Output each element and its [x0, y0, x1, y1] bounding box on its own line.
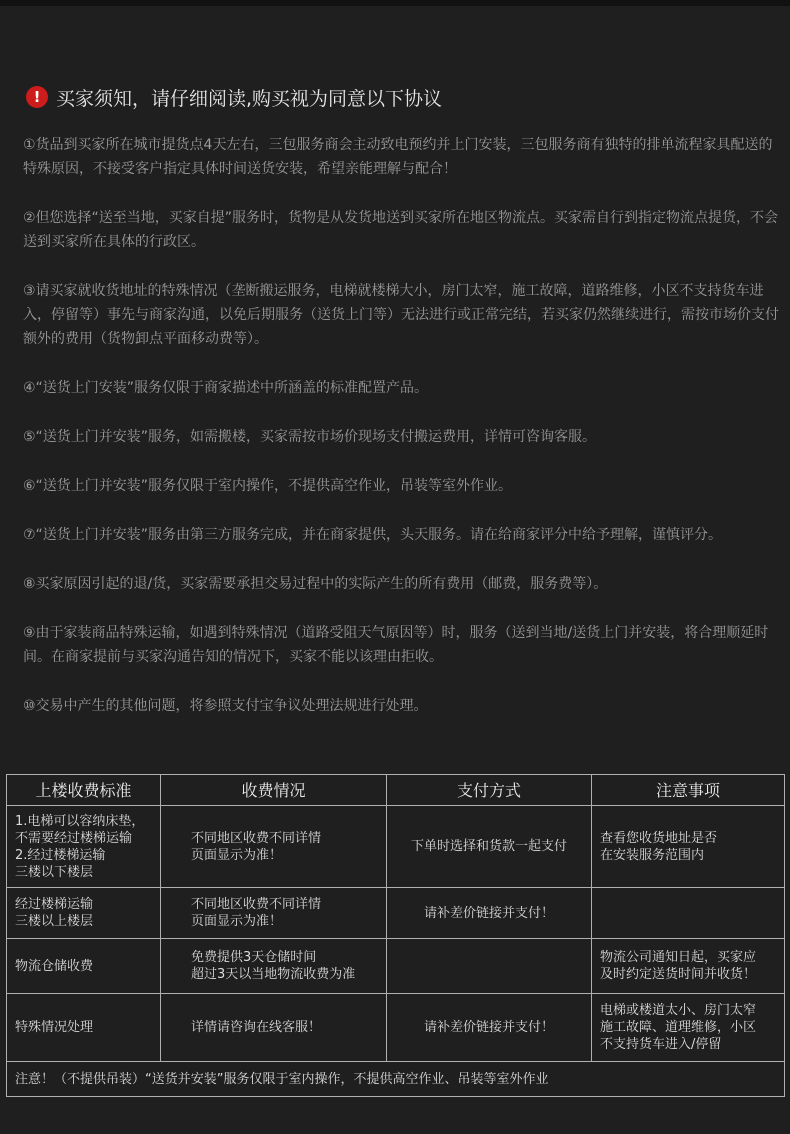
table-row: [7, 806, 785, 888]
rule-item: ①货品到买家所在城市提货点4天左右，三包服务商会主动致电预约并上门安装，三包服务商有独特的排单流程家具配送的特殊原因，不接受客户指定具体时间送货安装，希望亲能理解与配合！: [23, 137, 773, 177]
charge-cell: 详情请咨询在线客服！: [161, 994, 387, 1062]
charge-cell: 不同地区收费不同详情 页面显示为准！: [161, 806, 387, 888]
rule-item: ⑧买家原因引起的退/货，买家需要承担交易过程中的实际产生的所有费用（邮费，服务费等）。: [23, 576, 608, 592]
standard-cell: 物流仓储收费: [7, 939, 161, 994]
payment-cell: [387, 939, 592, 994]
charge-cell: 不同地区收费不同详情 页面显示为准！: [161, 888, 387, 939]
column-header: 收费情况: [161, 775, 387, 806]
notes-cell: 电梯或楼道太小、房门太窄 施工故障、道理维修，小区 不支持货车进入/停留: [592, 994, 785, 1062]
notice-heading: [26, 84, 442, 110]
standard-cell: 1.电梯可以容纳床垫， 不需要经过楼梯运输 2.经过楼梯运输 三楼以下楼层: [7, 806, 161, 888]
column-header: 注意事项: [592, 775, 785, 806]
rule-item: ⑦“送货上门并安装”服务由第三方服务完成，并在商家提供，头天服务。请在给商家评分中给予理解，谨慎评分。: [23, 527, 723, 543]
table-row: [7, 888, 785, 939]
footnote-cell: 注意！（不提供吊装）“送货并安装”服务仅限于室内操作，不提供高空作业、吊装等室外作业: [7, 1062, 785, 1097]
charge-cell: 免费提供3天仓储时间 超过3天以当地物流收费为准: [161, 939, 387, 994]
column-header: 上楼收费标准: [7, 775, 161, 806]
rule-item: ⑩交易中产生的其他问题，将参照支付宝争议处理法规进行处理。: [23, 698, 428, 714]
column-header: 支付方式: [387, 775, 592, 806]
rule-item: ②但您选择“送至当地，买家自提”服务时，货物是从发货地送到买家所在地区物流点。买家需自行到指定物流点提货，不会送到买家所在具体的行政区。: [23, 210, 779, 250]
notes-cell: 查看您收货地址是否 在安装服务范围内: [592, 806, 785, 888]
rules-list: [23, 133, 779, 743]
rule-item: ⑨由于家装商品特殊运输，如遇到特殊情况（道路受阻天气原因等）时，服务（送到当地/送货上门并安装，将合理顺延时间。在商家提前与买家沟通告知的情况下，买家不能以该理由拒收。: [23, 625, 769, 665]
standard-cell: 特殊情况处理: [7, 994, 161, 1062]
payment-cell: 下单时选择和货款一起支付: [387, 806, 592, 888]
notes-cell: 物流公司通知日起，买家应 及时约定送货时间并收货！: [592, 939, 785, 994]
rule-item: ⑤“送货上门并安装”服务，如需搬楼，买家需按市场价现场支付搬运费用，详情可咨询客服。: [23, 429, 597, 445]
table-row: [7, 939, 785, 994]
fee-table: [6, 774, 785, 1097]
table-row: [7, 994, 785, 1062]
rule-item: ④“送货上门安装”服务仅限于商家描述中所涵盖的标准配置产品。: [23, 380, 429, 396]
payment-cell: 请补差价链接并支付！: [387, 888, 592, 939]
rule-item: ③请买家就收货地址的特殊情况（垄断搬运服务，电梯就楼梯大小，房门太窄，施工故障，道路维修，小区不支持货车进入，停留等）事先与商家沟通，以免后期服务（送货上门等）无法进行或正常完结，若买家仍然继续进行，需按市场价支付额外的费用（货物卸点平面移动费等）。: [23, 283, 779, 347]
rule-item: ⑥“送货上门并安装”服务仅限于室内操作，不提供高空作业，吊装等室外作业。: [23, 478, 513, 494]
exclamation-icon: !: [26, 86, 48, 108]
payment-cell: 请补差价链接并支付！: [387, 994, 592, 1062]
notes-cell: [592, 888, 785, 939]
table-footnote-row: [7, 1062, 785, 1097]
top-band: [0, 0, 790, 6]
standard-cell: 经过楼梯运输 三楼以上楼层: [7, 888, 161, 939]
table-header-row: [7, 775, 785, 806]
notice-title: 买家须知，请仔细阅读,购买视为同意以下协议: [56, 87, 443, 110]
